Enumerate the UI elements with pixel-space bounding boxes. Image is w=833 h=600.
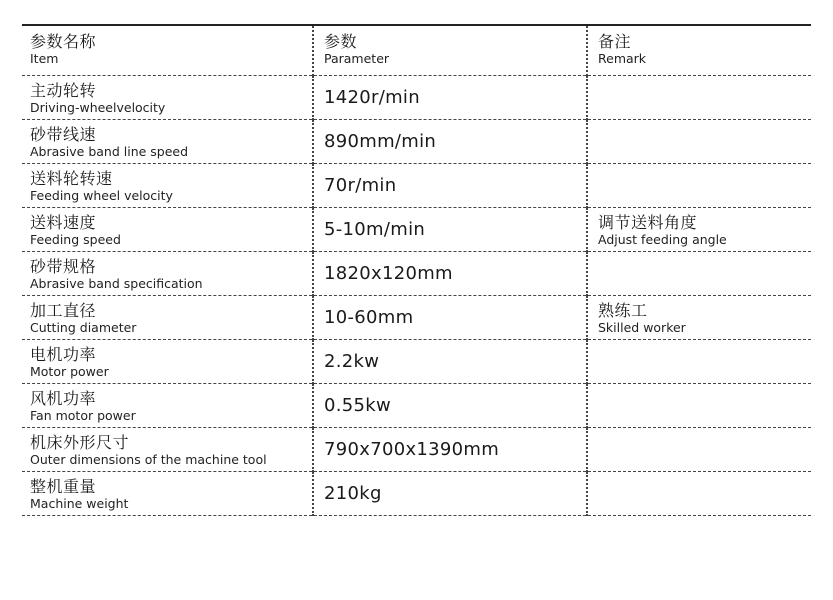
value: 890mm/min xyxy=(324,131,437,152)
remark-cell xyxy=(587,384,811,428)
header-remark xyxy=(587,25,811,76)
value-cell xyxy=(313,384,587,428)
remark-cell xyxy=(587,164,811,208)
table-row xyxy=(22,472,811,516)
item-en: Outer dimensions of the machine tool xyxy=(30,451,267,467)
item-cell xyxy=(22,472,313,516)
table-row xyxy=(22,76,811,120)
table-body xyxy=(22,76,811,516)
value-cell xyxy=(313,340,587,384)
header-item-en: Item xyxy=(30,51,59,66)
value: 1420r/min xyxy=(324,87,420,108)
value: 1820x120mm xyxy=(324,263,453,284)
item-en: Cutting diameter xyxy=(30,319,137,335)
value: 10-60mm xyxy=(324,307,414,328)
item-en: Motor power xyxy=(30,363,109,379)
remark-cell xyxy=(587,472,811,516)
table-header xyxy=(22,25,811,76)
spec-table xyxy=(22,24,811,516)
item-zh: 砂带规格 xyxy=(30,256,97,276)
table-row xyxy=(22,428,811,472)
remark-cell xyxy=(587,296,811,340)
item-zh: 电机功率 xyxy=(30,344,97,364)
item-zh: 主动轮转 xyxy=(30,80,97,100)
value-cell xyxy=(313,252,587,296)
item-en: Feeding speed xyxy=(30,231,121,247)
item-cell xyxy=(22,340,313,384)
item-zh: 送料速度 xyxy=(30,212,97,232)
remark-cell xyxy=(587,340,811,384)
table-row xyxy=(22,120,811,164)
value-cell xyxy=(313,120,587,164)
value-cell xyxy=(313,76,587,120)
value: 210kg xyxy=(324,483,382,504)
table-row xyxy=(22,252,811,296)
item-cell xyxy=(22,120,313,164)
item-en: Abrasive band line speed xyxy=(30,143,189,159)
header-parameter-zh: 参数 xyxy=(324,32,358,51)
item-zh: 风机功率 xyxy=(30,388,97,408)
remark-zh: 熟练工 xyxy=(598,300,648,320)
item-cell xyxy=(22,164,313,208)
remark-cell xyxy=(587,120,811,164)
remark-en: Adjust feeding angle xyxy=(598,231,727,247)
item-zh: 砂带线速 xyxy=(30,124,97,144)
header-remark-zh: 备注 xyxy=(598,32,632,51)
value: 790x700x1390mm xyxy=(324,439,500,460)
value-cell xyxy=(313,296,587,340)
header-parameter-en: Parameter xyxy=(324,51,390,66)
remark-en: Skilled worker xyxy=(598,319,686,335)
remark-zh: 调节送料角度 xyxy=(598,212,698,232)
value: 2.2kw xyxy=(324,351,380,372)
table-row xyxy=(22,296,811,340)
value-cell xyxy=(313,164,587,208)
value: 0.55kw xyxy=(324,395,392,416)
header-parameter xyxy=(313,25,587,76)
remark-cell xyxy=(587,428,811,472)
item-en: Feeding wheel velocity xyxy=(30,187,173,203)
value: 70r/min xyxy=(324,175,397,196)
header-item xyxy=(22,25,313,76)
item-en: Driving-wheelvelocity xyxy=(30,99,166,115)
header-remark-en: Remark xyxy=(598,51,647,66)
table-row xyxy=(22,340,811,384)
header-item-zh: 参数名称 xyxy=(30,32,97,51)
item-zh: 送料轮转速 xyxy=(30,168,113,188)
item-en: Abrasive band specification xyxy=(30,275,203,291)
item-zh: 加工直径 xyxy=(30,300,97,320)
remark-cell xyxy=(587,252,811,296)
item-en: Machine weight xyxy=(30,495,129,511)
item-zh: 机床外形尺寸 xyxy=(30,432,130,452)
item-cell xyxy=(22,252,313,296)
item-zh: 整机重量 xyxy=(30,476,97,496)
header-row xyxy=(22,25,811,76)
item-cell xyxy=(22,76,313,120)
item-cell xyxy=(22,208,313,252)
item-cell xyxy=(22,384,313,428)
item-en: Fan motor power xyxy=(30,407,136,423)
remark-cell xyxy=(587,208,811,252)
value-cell xyxy=(313,428,587,472)
table-row xyxy=(22,208,811,252)
remark-cell xyxy=(587,76,811,120)
value-cell xyxy=(313,208,587,252)
item-cell xyxy=(22,296,313,340)
table-row xyxy=(22,164,811,208)
value: 5-10m/min xyxy=(324,219,426,240)
item-cell xyxy=(22,428,313,472)
table-row xyxy=(22,384,811,428)
value-cell xyxy=(313,472,587,516)
